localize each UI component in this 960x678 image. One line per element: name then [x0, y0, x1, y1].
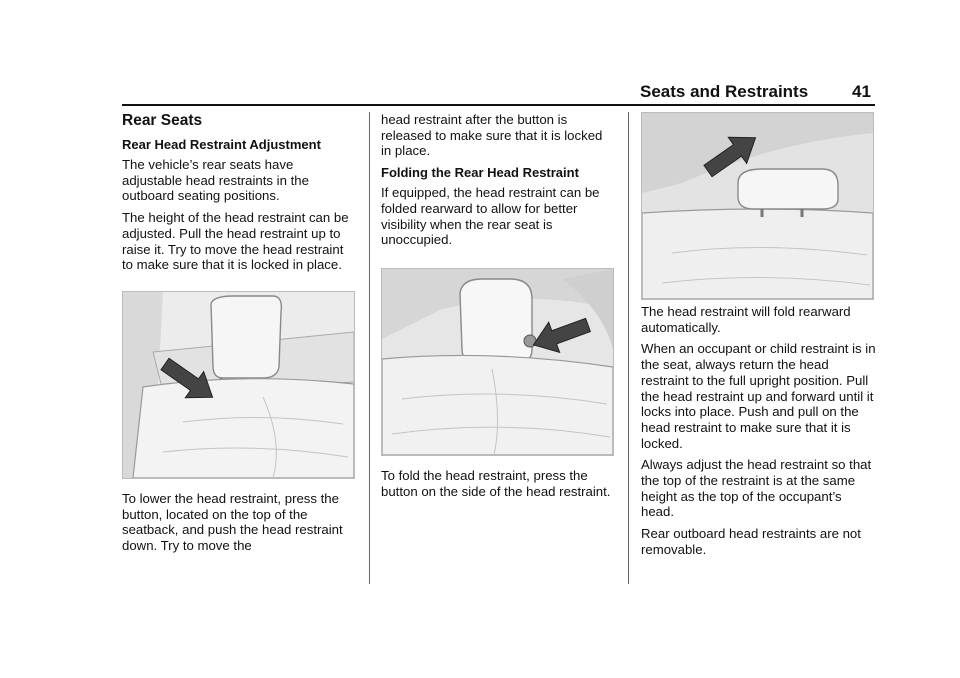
column-divider — [369, 112, 370, 584]
head-restraint-adjustment-illustration — [122, 291, 355, 479]
paragraph: To lower the head restraint, press the button, located on the top of the seatback, and push the head restraint down. Try to move the — [122, 490, 343, 554]
paragraph: The vehicle’s rear seats have adjustable head restraints in the outboard seating positions. — [122, 157, 309, 204]
paragraph: When an occupant or child restraint is in the seat, always return the head restraint to the full upright position. Pull the head restraint up and forward until it locks into place. Push and pull on the head restraint to make sure that it is locked. — [641, 341, 876, 451]
column-1 — [122, 112, 357, 560]
paragraph: Always adjust the head restraint so that the top of the restraint is at the same height as the top of the occupant’s head. — [641, 457, 872, 520]
paragraph: To fold the head restraint, press the button on the side of the head restraint. — [381, 467, 611, 499]
column-3 — [641, 112, 876, 564]
page-number: 41 — [852, 82, 871, 101]
subheading: Folding the Rear Head Restraint — [381, 165, 579, 181]
folded-head-restraint-illustration — [641, 112, 874, 300]
section-heading: Rear Seats — [122, 112, 203, 129]
paragraph: head restraint after the button is released to make sure that it is locked in place. — [381, 112, 603, 159]
fold-button-illustration — [381, 268, 614, 456]
header-rule — [122, 104, 875, 106]
paragraph: Rear outboard head restraints are not removable. — [641, 526, 861, 557]
section-title: Seats and Restraints — [640, 82, 809, 101]
column-2 — [381, 112, 616, 505]
subheading: Rear Head Restraint Adjustment — [122, 137, 321, 152]
column-divider — [628, 112, 629, 584]
paragraph: If equipped, the head restraint can be folded rearward to allow for better visibility when the rear seat is unoccupied. — [381, 185, 600, 248]
paragraph: The height of the head restraint can be adjusted. Pull the head restraint up to raise it. Try to move the head restraint to make sure that it is locked in place. — [122, 210, 349, 273]
paragraph: The head restraint will fold rearward automatically. — [641, 304, 851, 335]
